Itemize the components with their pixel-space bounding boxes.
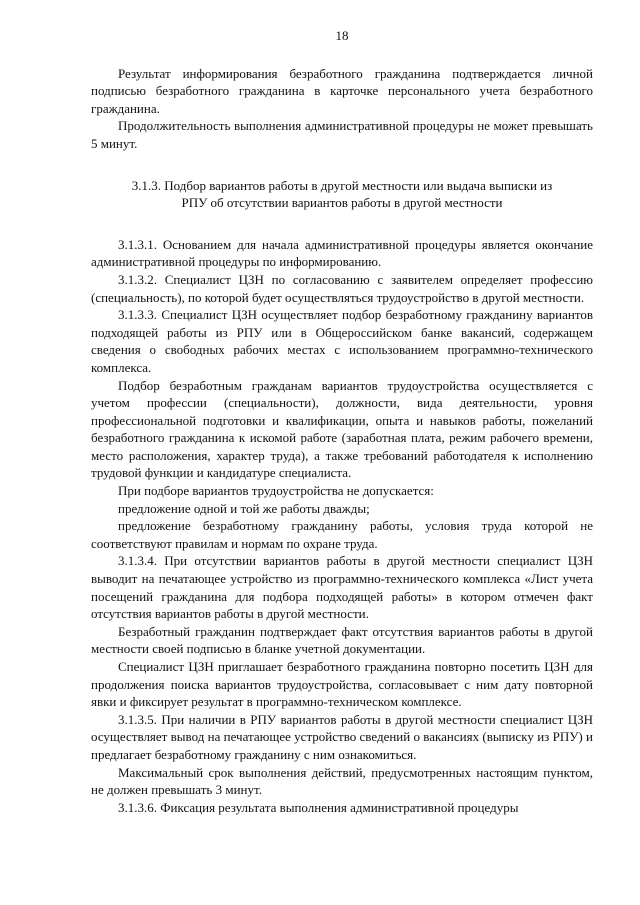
paragraph-not-allowed-item-2: предложение безработному гражданину работы, условия труда которой не соответствуют правилам и нормам по охране труда. [91, 518, 593, 551]
paragraph-3-1-3-3: 3.1.3.3. Специалист ЦЗН осуществляет подбор безработному гражданину вариантов подходящей работы из РПУ или в Общероссийском банке вакансий, содержащем сведения о свободных рабочих местах с использованием программно-технического комплекса. [91, 307, 593, 375]
paragraph-duration-3min: Максимальный срок выполнения действий, предусмотренных настоящим пунктом, не должен превышать 3 минут. [91, 764, 593, 798]
paragraph-repeat-visit: Специалист ЦЗН приглашает безработного гражданина повторно посетить ЦЗН для продолжения поиска вариантов трудоустройства, согласовывает с ним дату повторной явки и фиксирует результат в программно-техническом комплексе. [91, 659, 593, 710]
heading-line-1: 3.1.3. Подбор вариантов работы в другой местности или выдача выписки из [131, 177, 553, 193]
paragraph-3-1-3-4: 3.1.3.4. При отсутствии вариантов работы в другой местности специалист ЦЗН выводит на печатающее устройство из программно-технического комплекса «Лист учета посещений гражданина для подбора подходящей работы» в котором отмечен факт отсутствия вариантов работы в другой местности. [91, 553, 593, 622]
paragraph-signature-confirmation: Безработный гражданин подтверждает факт отсутствия вариантов работы в другой местности своей подписью в бланке учетной документации. [91, 623, 593, 657]
paragraph-not-allowed-intro: При подборе вариантов трудоустройства не допускается: [118, 483, 434, 499]
page-number: 18 [335, 28, 349, 43]
paragraph-3-1-3-6: 3.1.3.6. Фиксация результата выполнения административной процедуры [118, 799, 519, 815]
paragraph-not-allowed-item-1: предложение одной и той же работы дважды; [118, 500, 370, 516]
heading-line-2: РПУ об отсутствии вариантов работы в другой местности [181, 195, 503, 211]
paragraph-3-1-3-1: 3.1.3.1. Основанием для начала административной процедуры является окончание административной процедуры по информированию. [91, 236, 593, 270]
paragraph-result-confirmation: Результат информирования безработного гражданина подтверждается личной подписью безработного гражданина в карточке персонального учета безработного гражданина. [91, 65, 593, 116]
paragraph-selection-criteria: Подбор безработным гражданам вариантов трудоустройства осуществляется с учетом профессии (специальности), должности, вида деятельности, уровня профессиональной подготовки и квалификации, опыта и навыков работы, пожеланий безработного гражданина к искомой работе (заработная плата, режим рабочего времени, место расположения, характер труда), а также требований работодателя к исполнению трудовой функции и кандидатуре специалиста. [91, 377, 593, 481]
paragraph-3-1-3-5: 3.1.3.5. При наличии в РПУ вариантов работы в другой местности специалист ЦЗН осуществляет вывод на печатающее устройство сведений о вакансиях (выписку из РПУ) и предлагает безработному гражданину с ним ознакомиться. [91, 711, 593, 762]
paragraph-3-1-3-2: 3.1.3.2. Специалист ЦЗН по согласованию с заявителем определяет профессию (специальность), по которой будет осуществляться трудоустройство в другой местности. [91, 271, 593, 305]
paragraph-duration-5min: Продолжительность выполнения административной процедуры не может превышать 5 минут. [91, 118, 593, 151]
section-heading-3-1-3 [91, 177, 593, 212]
